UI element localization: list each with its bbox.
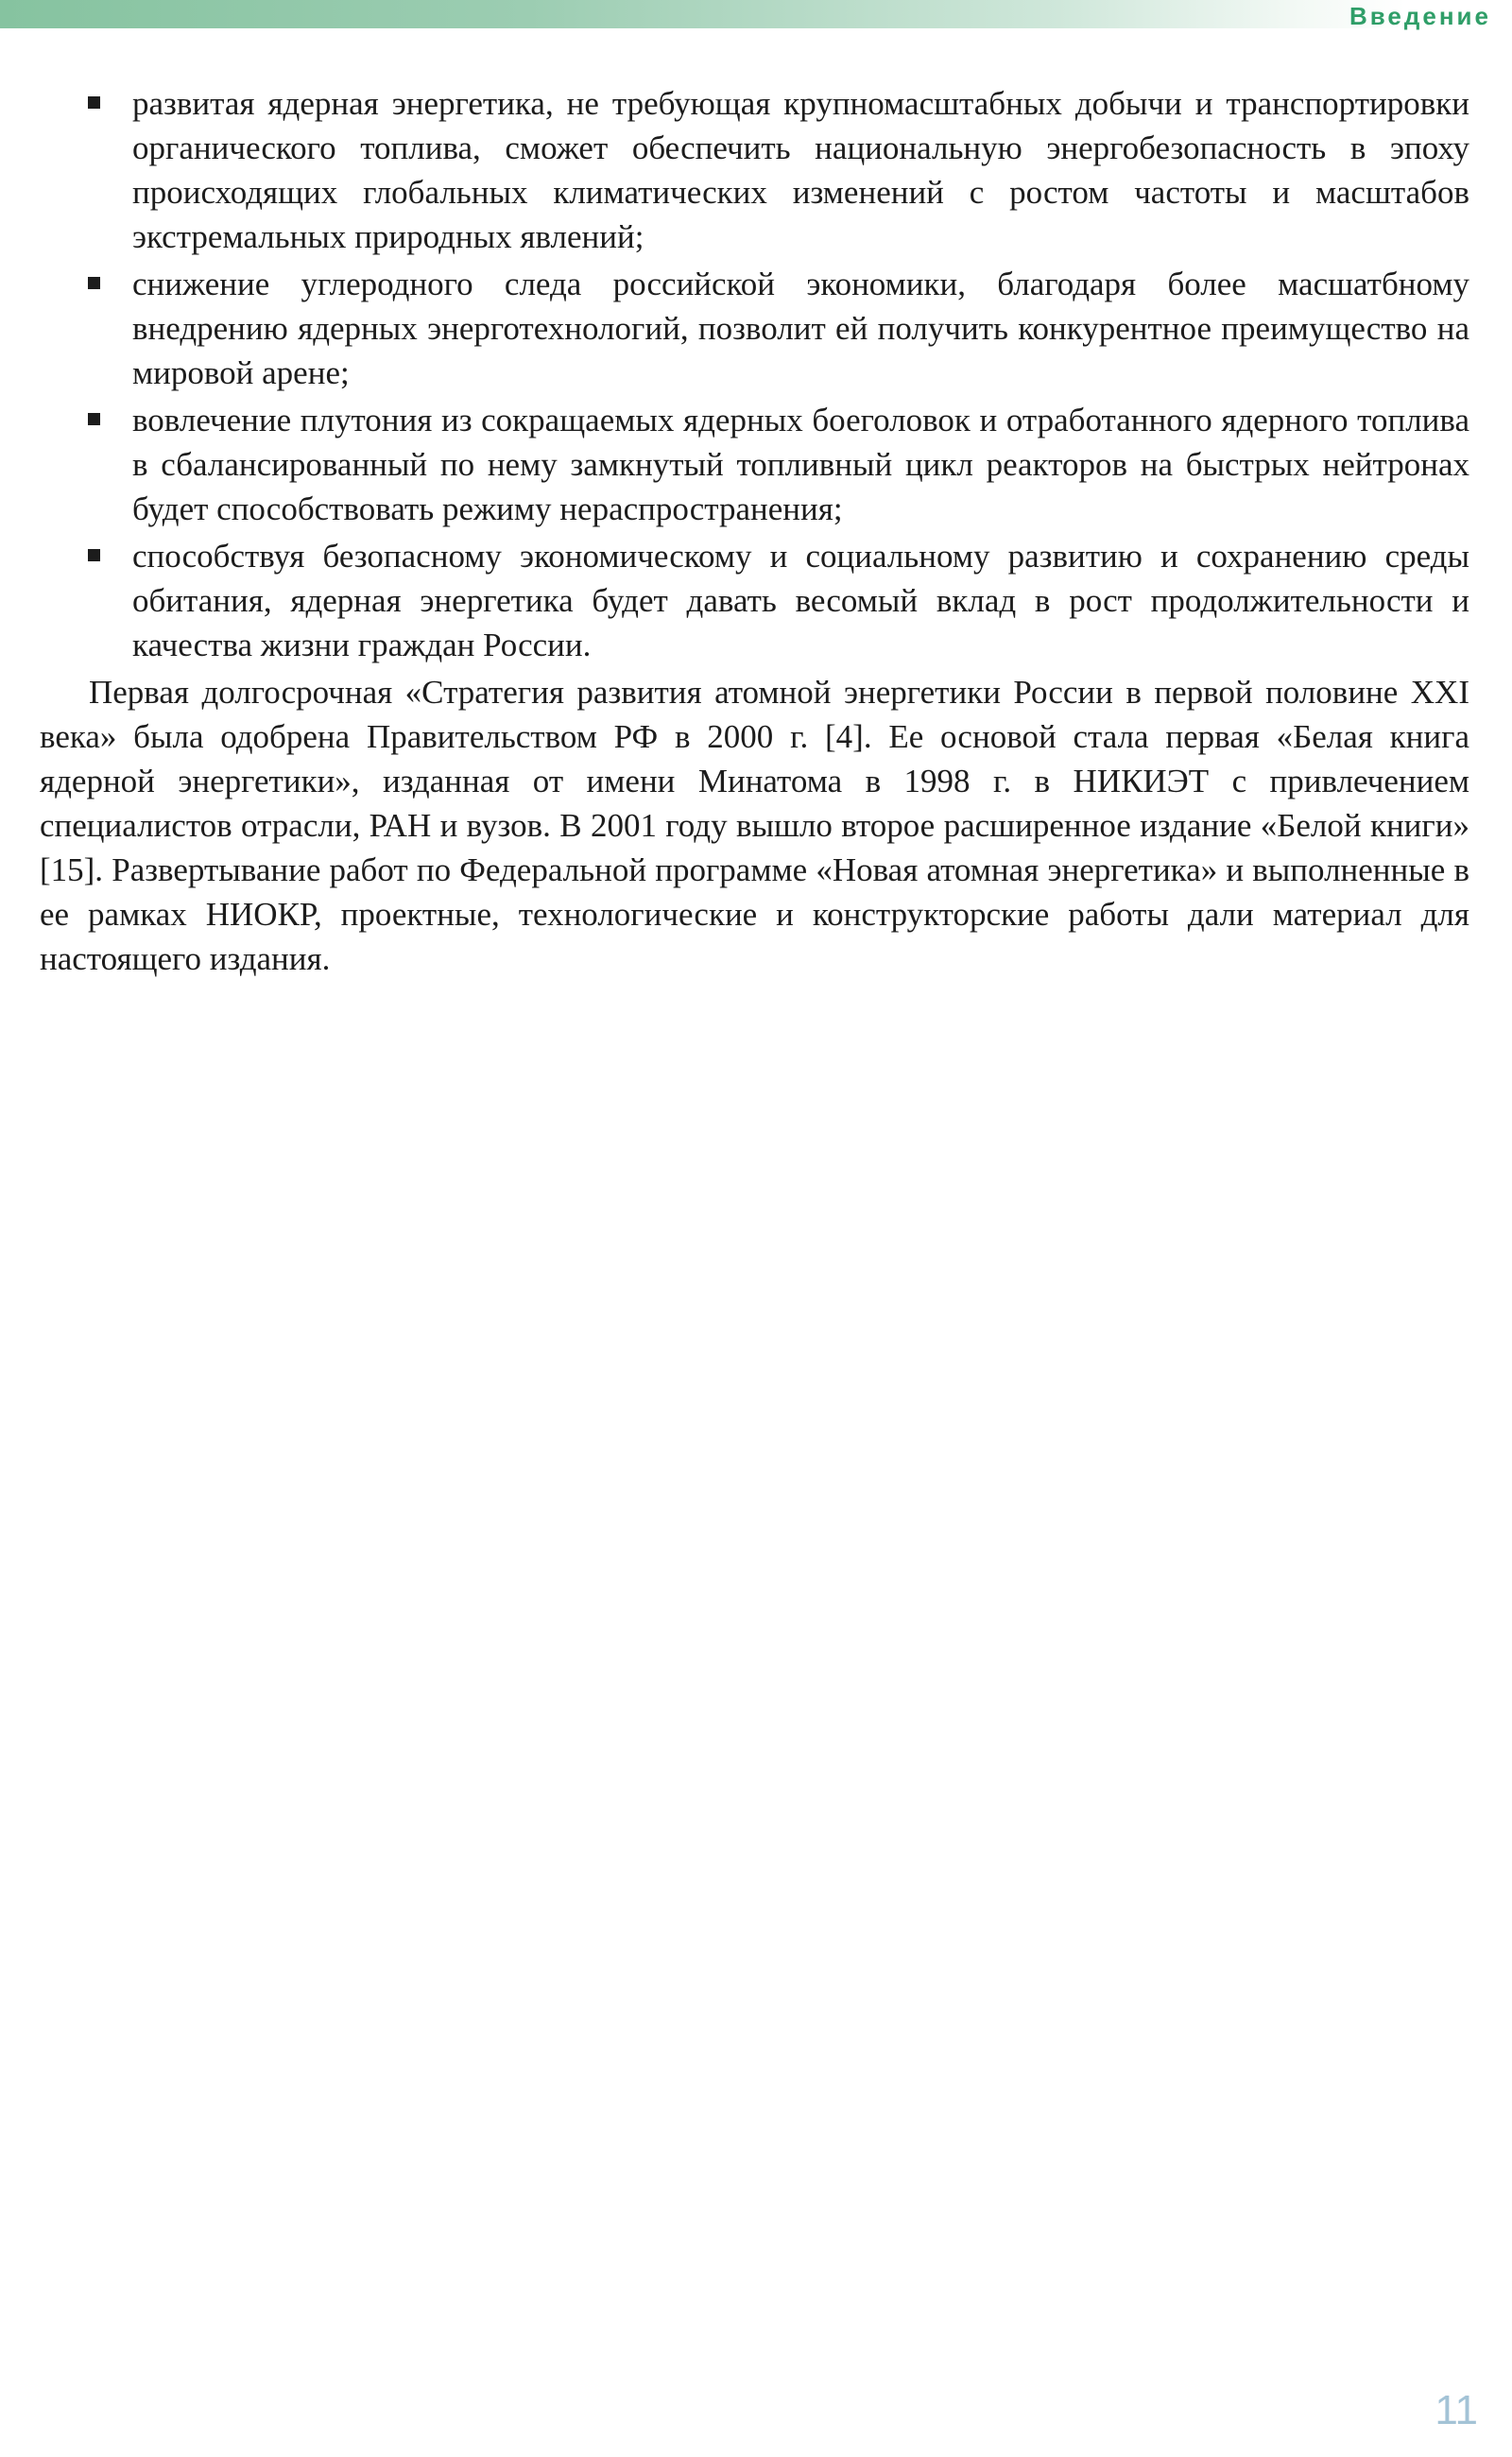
bullet-text: способствуя безопасному экономическому и социальному развитию и сохранению среды обитания, ядерная энергетика будет давать весомый вклад в рост продолжительности и качества жизни граждан России. xyxy=(132,538,1469,663)
header-gradient-bar xyxy=(0,0,1512,28)
page-content xyxy=(40,81,1469,981)
bullet-square-icon xyxy=(88,413,100,425)
bullet-text: снижение углеродного следа российской экономики, благодаря более масшатбному внедрению ядерных энерготехнологий, позволит ей получить конкурентное преимущество на мировой арене; xyxy=(132,266,1469,391)
bullet-text: вовлечение плутония из сокращаемых ядерных боеголовок и отработанного ядерного топлива в сбалансированный по нему замкнутый топливный цикл реакторов на быстрых нейтронах будет способствовать режиму нераспространения; xyxy=(132,402,1469,527)
bullet-item xyxy=(40,81,1469,259)
body-paragraph: Первая долгосрочная «Стратегия развития атомной энергетики России в первой половине XXI века» была одобрена Правительством РФ в 2000 г. [4]. Ее основой стала первая «Белая книга ядерной энергетики», изданная от имени Минатома в 1998 г. в НИКИЭТ с привлечением специалистов отрасли, РАН и вузов. В 2001 году вышло второе расширенное издание «Белой книги» [15]. Развертывание работ по Федеральной программе «Новая атомная энергетика» и выполненные в ее рамках НИОКР, проектные, технологические и конструкторские работы дали материал для настоящего издания. xyxy=(40,674,1469,977)
section-label: Введение xyxy=(1349,2,1491,30)
bullet-square-icon xyxy=(88,277,100,289)
bullet-square-icon xyxy=(88,549,100,561)
bullet-item xyxy=(40,262,1469,395)
bullet-item xyxy=(40,398,1469,531)
bullet-square-icon xyxy=(88,96,100,109)
page-number: 11 xyxy=(1435,2387,1478,2433)
bullet-text: развитая ядерная энергетика, не требующая крупномасштабных добычи и транспортировки органического топлива, сможет обеспечить национальную энергобезопасность в эпоху происходящих глобальных климатических изменений с ростом частоты и масштабов экстремальных природных явлений; xyxy=(132,85,1469,255)
bullet-item xyxy=(40,534,1469,667)
